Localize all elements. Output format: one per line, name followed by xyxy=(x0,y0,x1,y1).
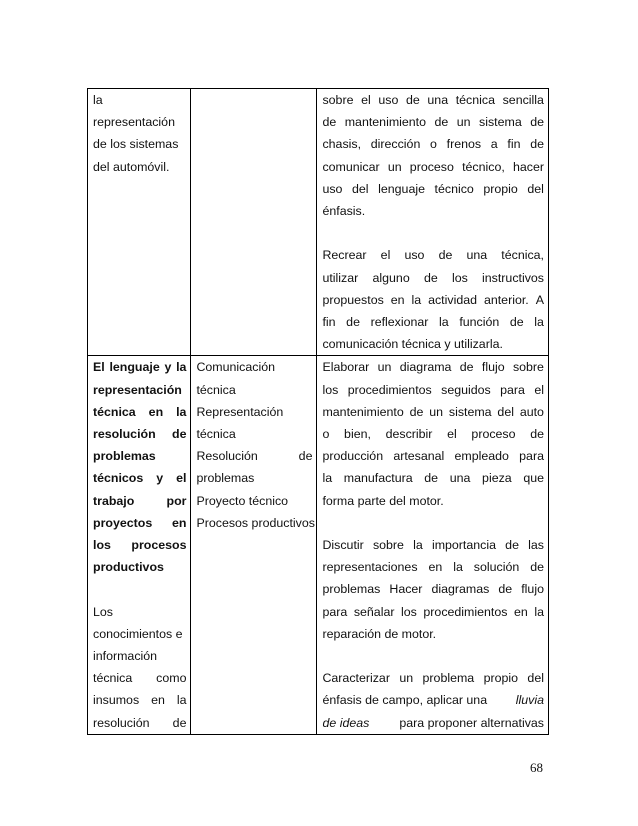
cell-line: utilizar alguno de los instructivos xyxy=(322,270,544,285)
table-cell-content xyxy=(191,356,317,734)
cell-line: Elaborar un diagrama de flujo sobre xyxy=(322,360,544,375)
cell-line: técnica en la xyxy=(93,404,187,419)
page-number: 68 xyxy=(530,760,543,775)
cell-line: proyectos en xyxy=(93,515,187,530)
cell-line: Comunicación xyxy=(196,360,275,375)
table-row xyxy=(88,89,549,356)
table-cell-content xyxy=(191,89,317,356)
cell-line: representaciones en la solución de xyxy=(322,560,544,575)
cell-line: Caracterizar un problema propio del xyxy=(322,671,544,686)
cell-line: trabajo por xyxy=(93,493,187,508)
cell-line: del automóvil. xyxy=(93,159,170,174)
cell-line: Proyecto técnico xyxy=(196,493,289,508)
cell-line: Los xyxy=(93,604,113,619)
cell-line: representación xyxy=(93,115,175,130)
cell-line: problemas xyxy=(196,471,255,486)
italic-text: lluvia xyxy=(515,693,544,708)
cell-line: información xyxy=(93,649,158,664)
cell-line: de mantenimiento de un sistema de xyxy=(322,115,544,130)
cell-line: los procesos xyxy=(93,538,187,553)
document-table xyxy=(87,88,549,735)
cell-line: Procesos productivos xyxy=(196,515,315,530)
cell-line: la xyxy=(93,93,103,107)
cell-line xyxy=(322,689,544,711)
cell-line: El lenguaje y la xyxy=(93,360,187,375)
cell-line: técnica xyxy=(196,382,236,397)
cell-line: sobre el uso de una técnica sencilla xyxy=(322,93,544,107)
table-cell-topic xyxy=(88,356,191,734)
cell-line: forma parte del motor. xyxy=(322,493,444,508)
cell-line: conocimientos e xyxy=(93,626,183,641)
cell-line: técnica xyxy=(196,427,236,442)
cell-text: énfasis de campo, aplicar una xyxy=(322,693,488,708)
table-cell-topic xyxy=(88,89,191,356)
cell-line: mantenimiento de un sistema del auto xyxy=(322,404,544,419)
cell-line: Resolución de xyxy=(196,449,313,464)
cell-line: resolución de xyxy=(93,427,187,442)
cell-line: producción artesanal empleado para xyxy=(322,449,544,464)
cell-line: representación xyxy=(93,382,182,397)
cell-line: Discutir sobre la importancia de las xyxy=(322,538,544,553)
cell-line: de los sistemas xyxy=(93,137,179,152)
cell-line: énfasis. xyxy=(322,204,366,219)
italic-text: de ideas xyxy=(322,715,370,730)
cell-line: o bien, describir el proceso de xyxy=(322,427,544,442)
cell-line: fin de reflexionar la función de la xyxy=(322,315,544,330)
cell-line: problemas xyxy=(93,449,156,464)
cell-line: la manufactura de una pieza que xyxy=(322,471,544,486)
cell-line: Representación xyxy=(196,404,284,419)
cell-line: insumos en la xyxy=(93,693,187,708)
cell-line: chasis, dirección o frenos a fin de xyxy=(322,137,544,152)
cell-line: uso del lenguaje técnico propio del xyxy=(322,181,544,196)
cell-line: Recrear el uso de una técnica, xyxy=(322,248,544,263)
cell-line xyxy=(322,712,544,734)
cell-line: propuestos en la actividad anterior. A xyxy=(322,292,544,307)
table-cell-activities xyxy=(317,356,549,734)
cell-line: para señalar los procedimientos en la xyxy=(322,604,544,619)
cell-line: productivos xyxy=(93,560,164,575)
cell-line: problemas Hacer diagramas de flujo xyxy=(322,582,544,597)
cell-line: comunicar un proceso técnico, hacer xyxy=(322,159,544,174)
cell-text: para proponer alternativas xyxy=(399,715,544,730)
table-row xyxy=(88,356,549,734)
cell-line: resolución de xyxy=(93,715,187,730)
cell-line: los procedimientos seguidos para el xyxy=(322,382,544,397)
cell-line: comunicación técnica y utilizarla. xyxy=(322,337,503,352)
cell-line: técnica como xyxy=(93,671,187,686)
table-cell-activities xyxy=(317,89,549,356)
cell-line: técnicos y el xyxy=(93,471,187,486)
cell-line: reparación de motor. xyxy=(322,626,437,641)
